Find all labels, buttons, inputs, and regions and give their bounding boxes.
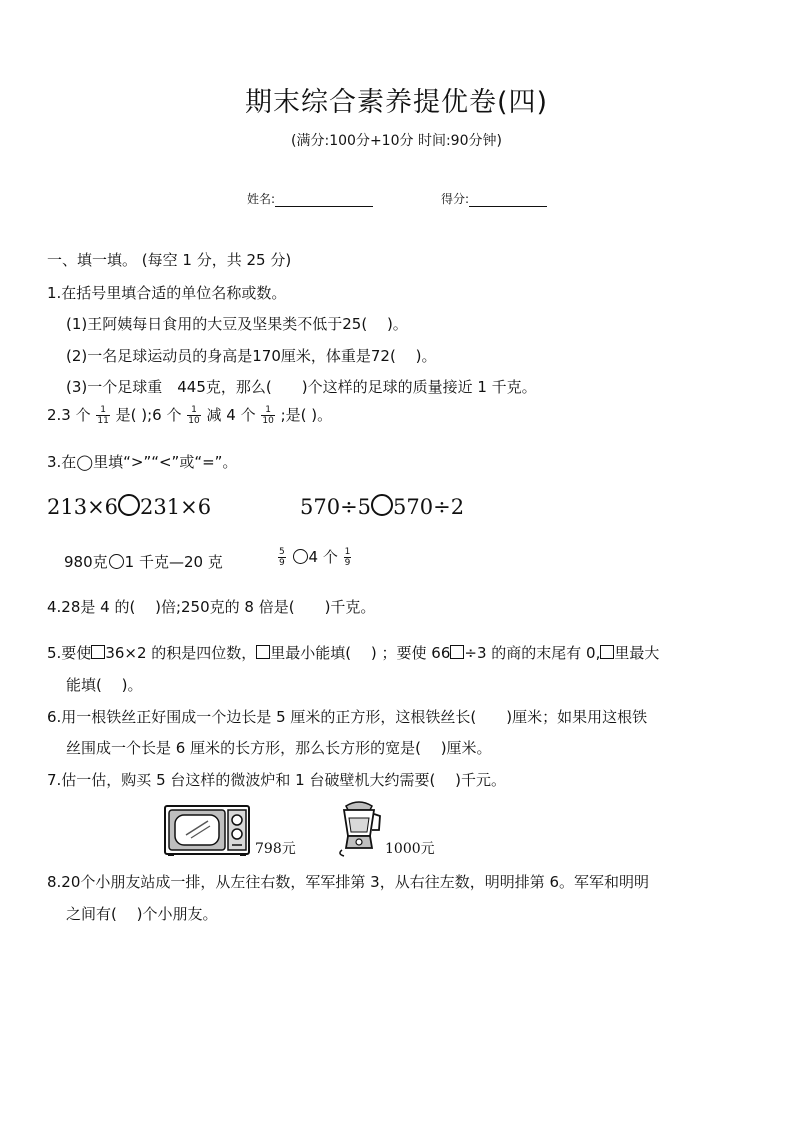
answer-circle[interactable] — [371, 494, 393, 516]
microwave-icon — [164, 805, 250, 857]
q5-line1: 5.要使 36×2 的积是四位数， 里最小能填( ) ；要使 66 ÷3 的商的末尾有 0, 里最大 — [47, 644, 660, 662]
answer-circle[interactable] — [293, 549, 308, 564]
score-label: 得分: — [441, 192, 470, 206]
q3-compare3: 980克 1 千克—20 克 — [64, 553, 223, 571]
q1-stem: 1.在括号里填合适的单位名称或数。 — [47, 284, 287, 302]
q1-sub3: (3)一个足球重 445克，那么( )个这样的足球的质量接近 1 千克。 — [66, 378, 537, 396]
q2-part2: 是( );6 个 — [115, 406, 182, 424]
page-subtitle: (满分:100分+10分 时间:90分钟) — [291, 133, 502, 149]
name-blank[interactable] — [275, 194, 373, 207]
q2-fraction2: $\frac{1}{10}$ — [188, 405, 200, 426]
blender-price: 1000元 — [385, 841, 435, 857]
q4: 4.28是 4 的( )倍;250克的 8 倍是( )千克。 — [47, 598, 376, 616]
blank-box[interactable] — [91, 645, 105, 659]
section-heading: 一、填一填。 (每空 1 分，共 25 分) — [47, 251, 292, 269]
name-field — [247, 190, 373, 207]
q7-text: 7.估一估，购买 5 台这样的微波炉和 1 台破壁机大约需要( )千元。 — [47, 771, 506, 789]
q2-fraction1: $\frac{1}{11}$ — [97, 405, 109, 426]
name-label: 姓名: — [247, 192, 276, 206]
q3-fraction-one-ninth: $\frac{1}{9}$ — [344, 547, 351, 568]
q6-line1: 6.用一根铁丝正好围成一个边长是 5 厘米的正方形，这根铁丝长( )厘米；如果用这根铁 — [47, 708, 648, 726]
blender-icon — [334, 798, 384, 858]
q2 — [47, 403, 332, 427]
q5-line2: 能填( )。 — [66, 676, 143, 694]
q2-part1: 2.3 个 — [47, 406, 91, 424]
answer-circle[interactable] — [118, 494, 140, 516]
q8-line1: 8.20个小朋友站成一排，从左往右数，军军排第 3，从右往左数，明明排第 6。军军和明明 — [47, 873, 650, 891]
blank-box[interactable] — [256, 645, 270, 659]
page-title: 期末综合素养提优卷(四) — [244, 87, 549, 118]
q3-fraction-five-ninths: $\frac{5}{9}$ — [279, 547, 285, 568]
q1-sub1: (1)王阿姨每日食用的大豆及坚果类不低于25( )。 — [66, 315, 408, 333]
q2-part3: 减 4 个 — [206, 406, 256, 424]
q2-fraction3: $\frac{1}{10}$ — [262, 405, 274, 426]
q3-compare4: $\frac{5}{9}$ 4 个 $\frac{1}{9}$ — [279, 547, 351, 568]
q2-part4: ;是( )。 — [280, 406, 333, 424]
blank-box[interactable] — [600, 645, 614, 659]
q8-line2: 之间有( )个小朋友。 — [66, 905, 218, 923]
q3-stem: 3.在◯里填“>”“<”或“=”。 — [47, 453, 238, 471]
blank-box[interactable] — [450, 645, 464, 659]
score-blank[interactable] — [469, 194, 547, 207]
q3-compare1: 213×6 231×6 — [47, 495, 212, 519]
q6-line2: 丝围成一个长是 6 厘米的长方形，那么长方形的宽是( )厘米。 — [66, 739, 492, 757]
q3-compare2: 570÷5 570÷2 — [300, 495, 465, 519]
answer-circle[interactable] — [109, 554, 124, 569]
microwave-price: 798元 — [255, 841, 296, 857]
q1-sub2: (2)一名足球运动员的身高是170厘米，体重是72( )。 — [66, 347, 437, 365]
score-field — [441, 190, 547, 207]
